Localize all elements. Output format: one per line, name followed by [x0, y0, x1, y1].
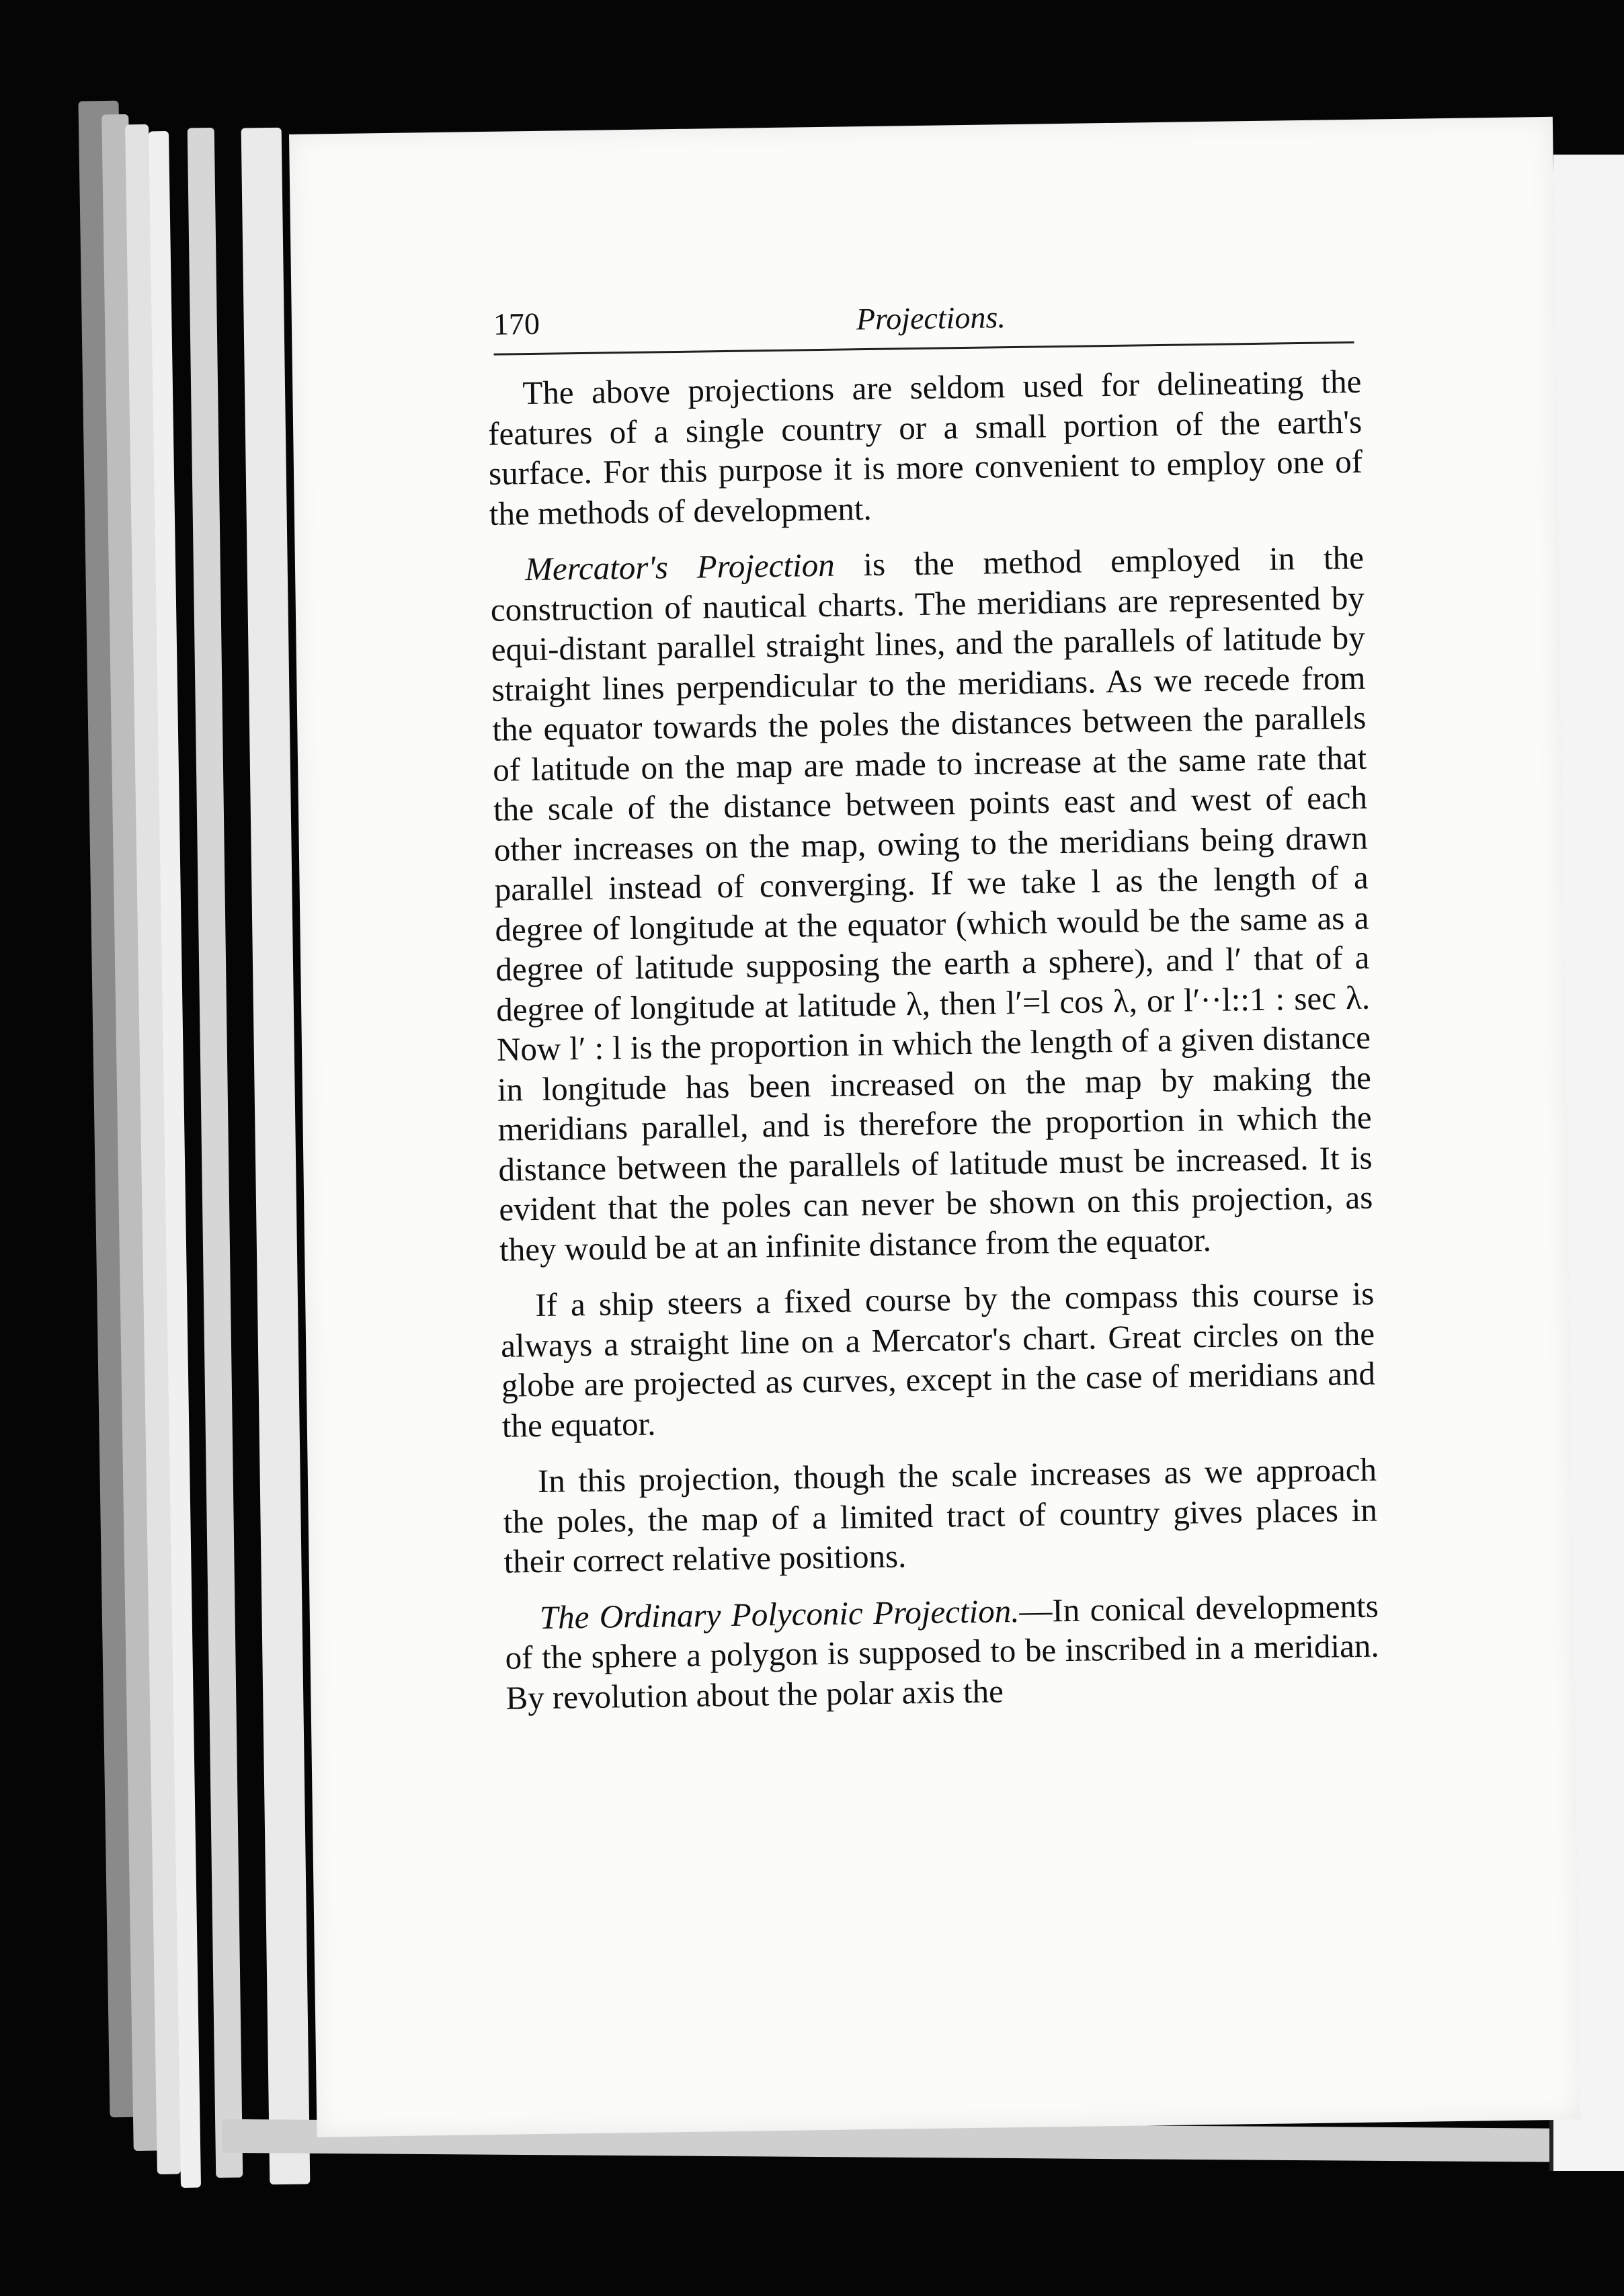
body-text: [487, 362, 1380, 1734]
paragraph-text: If a ship steers a fixed course by the compass this course is always a straight line on a Mercator's chart. Great circles on the globe are projected as curves, except in the case of meridians and the equator.: [500, 1274, 1376, 1444]
paragraph: [503, 1450, 1378, 1582]
paragraph: [504, 1586, 1379, 1718]
paragraph: [500, 1274, 1376, 1446]
paragraph: [487, 362, 1363, 534]
paragraph-text: In this projection, though the scale increases as we approach the poles, the map of a limited tract of country gives places in their correct relative positions.: [503, 1450, 1378, 1580]
paragraph-lead: The Ordinary Polyconic Projection.: [539, 1592, 1020, 1636]
page-number: 170: [493, 306, 540, 341]
paragraph-lead: Mercator's Projection: [524, 546, 835, 588]
page-header: [493, 294, 1354, 356]
paragraph-text: The above projections are seldom used for delineating the features of a single country or a small portion of the earth's surface. For this purpose it is more convenient to employ one of the methods of development.: [487, 362, 1363, 532]
paragraph: [490, 538, 1374, 1270]
paragraph-text: —In conical developments of the sphere a polygon is supposed to be inscribed in a meridian. By revolution about the polar axis the: [505, 1587, 1379, 1717]
running-title: Projections.: [856, 300, 1006, 337]
book-page: [289, 117, 1580, 2137]
paragraph-text: is the method employed in the construction of nautical charts. The meridians are represented by equi-distant parallel straight lines, and the parallels of latitude by straight lines perpendicular to the meridians. As we recede from the equator towards the poles the distances between the parallels of latitude on the map are made to increase at the same rate that the scale of the distance between points east and west of each other increases on the map, owing to the meridians being drawn parallel instead of converging. If we take l as the length of a degree of longitude at the equator (which would be the same as a degree of latitude supposing the earth a sphere), and l′ that of a degree of longitude at latitude λ, then l′=l cos λ, or l′··l::1 : sec λ. Now l′ : l is the proportion in which the length of a given distance in longitude has been increased on the map by making the meridians parallel, and is therefore the proportion in which the distance between the parallels of latitude must be increased. It is evident that the poles can never be shown on this projection, as they would be at an infinite distance from the equator.: [490, 538, 1373, 1268]
